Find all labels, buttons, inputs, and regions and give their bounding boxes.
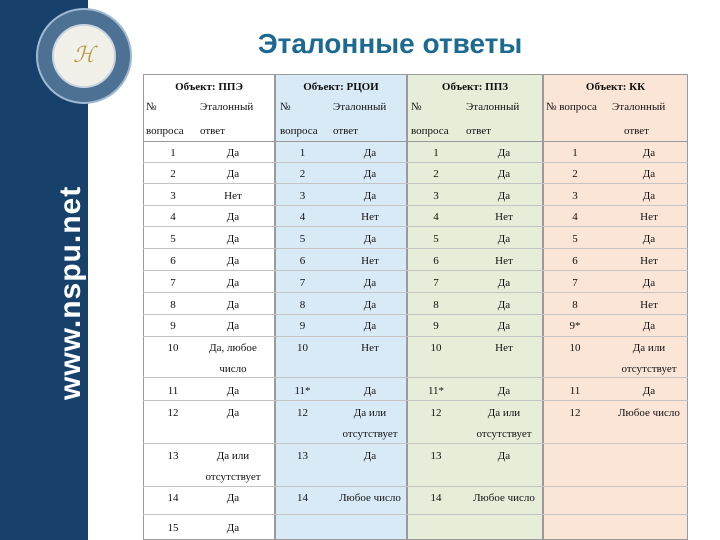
question-number: 1 [170,147,176,159]
reference-answer: Да или [216,450,250,462]
question-number: 10 [167,342,179,354]
row-divider [143,226,688,227]
question-number: 4 [299,211,306,223]
reference-answer: Да [642,168,656,180]
reference-answer: Да, любое [209,342,257,354]
question-number: 8 [433,299,439,311]
row-divider [143,292,688,293]
question-number: 9 [433,320,439,332]
reference-answer: Да [642,320,656,332]
reference-answer: Да [642,190,656,202]
reference-answer: Да [497,147,511,159]
question-number: 1 [572,147,578,159]
reference-answer: Да [497,450,511,462]
reference-answer: Да [226,211,240,223]
reference-answer: Да [497,320,511,332]
reference-answer: Да [363,277,377,289]
question-number: 3 [170,190,176,202]
question-number: 13 [297,450,308,462]
subhead-answer: Эталонный [333,101,387,113]
reference-answer: Любое число [473,492,535,504]
subhead-answer: ответ [624,125,649,137]
reference-answer: Да [226,299,240,311]
question-number: 11* [294,385,311,397]
question-number: 5 [170,233,176,245]
question-number: 7 [170,277,176,289]
reference-answer: Да [363,450,377,462]
reference-answer: Нет [640,211,658,223]
group-header-ppe: Объект: ППЭ [175,81,243,93]
question-number: 8 [572,299,578,311]
reference-answer: Нет [640,255,658,267]
reference-answer: Да [497,385,511,397]
question-number: 15 [167,522,179,534]
row-divider [143,314,688,315]
question-number: 14 [167,492,179,504]
logo-monogram-icon: ℋ [73,42,95,67]
question-number: 3 [299,190,306,202]
subhead-num: № [146,101,157,113]
row-divider [143,248,688,249]
subhead-answer: ответ [333,125,358,137]
reference-answer: Нет [361,211,379,223]
question-number: 9 [299,320,306,332]
reference-answer: Нет [361,342,379,354]
reference-answer: Любое число [618,407,680,419]
reference-answer: Да [363,233,377,245]
reference-answer: Нет [640,299,658,311]
subhead-num: вопроса [280,125,318,137]
site-url-vertical: www.nspu.net [54,185,87,400]
question-number: 4 [572,211,578,223]
reference-answer: Да или [632,342,666,354]
reference-answer: Да [226,407,240,419]
question-number: 10 [297,342,308,354]
reference-answer: Да [226,492,240,504]
subhead-num: № [280,101,291,113]
question-number: 14 [430,492,442,504]
row-divider [143,443,688,444]
reference-answer: Да [642,147,656,159]
question-number: 11* [427,385,445,397]
question-number: 7 [299,277,306,289]
reference-answer: Да [226,277,240,289]
question-number: 12 [297,407,308,419]
header-divider [143,141,688,142]
reference-answer: Да [363,299,377,311]
question-number: 6 [572,255,578,267]
question-number: 5 [433,233,439,245]
group-header-rcoi: Объект: РЦОИ [303,81,379,93]
question-number: 14 [297,492,308,504]
question-number: 3 [572,190,578,202]
reference-answer: Да [363,190,377,202]
reference-answer: Нет [361,255,379,267]
reference-answer: Да [497,168,511,180]
subhead-num: № [411,101,422,113]
reference-answer-continued: отсутствует [621,363,677,375]
reference-answer: Да [363,168,377,180]
subhead-answer: Эталонный [200,101,254,113]
reference-answer: Нет [495,255,513,267]
question-number: 6 [433,255,439,267]
reference-answer: Да [226,147,240,159]
reference-answer: Да [497,233,511,245]
question-number: 2 [299,168,306,180]
question-number: 8 [299,299,306,311]
question-number: 2 [170,168,176,180]
row-divider [143,336,688,337]
reference-answer: Да [226,168,240,180]
question-number: 1 [299,147,306,159]
reference-answer: Да или [353,407,387,419]
row-divider [143,377,688,378]
question-number: 3 [433,190,439,202]
reference-answer-continued: отсутствует [342,428,398,440]
reference-answer: Нет [495,342,513,354]
subhead-answer: ответ [200,125,225,137]
reference-answer: Да [497,299,511,311]
question-number: 8 [170,299,176,311]
reference-answer: Да [497,277,511,289]
reference-answer: Любое число [339,492,401,504]
reference-answer: Да [226,522,240,534]
row-divider [143,486,688,487]
question-number: 4 [170,211,176,223]
question-number: 11 [569,385,581,397]
question-number: 7 [572,277,578,289]
reference-answer: Нет [495,211,513,223]
group-header-ppz: Объект: ППЗ [441,81,509,93]
reference-answer: Да [226,233,240,245]
question-number: 2 [572,168,578,180]
reference-answer: Да или [487,407,521,419]
question-number: 12 [167,407,179,419]
question-number: 13 [430,450,442,462]
question-number: 10 [569,342,581,354]
question-number: 6 [299,255,306,267]
subhead-answer: ответ [466,125,491,137]
row-divider [143,514,688,515]
subhead-num: вопроса [411,125,449,137]
question-number: 6 [170,255,176,267]
reference-answer: Да [363,320,377,332]
reference-answer-continued: отсутствует [476,428,532,440]
subhead-num: вопроса [146,125,184,137]
row-divider [143,162,688,163]
question-number: 9* [569,320,581,332]
subhead-answer: Эталонный [612,101,666,113]
reference-answer: Да [226,385,240,397]
group-header-kk: Объект: КК [585,81,646,93]
question-number: 10 [430,342,442,354]
row-divider [143,270,688,271]
subhead-answer: Эталонный [466,101,520,113]
subhead-num: № вопроса [546,101,597,113]
reference-answer: Да [642,385,656,397]
question-number: 5 [299,233,306,245]
question-number: 12 [430,407,442,419]
row-divider [143,205,688,206]
reference-answer: Да [497,190,511,202]
row-divider [143,400,688,401]
question-number: 13 [167,450,179,462]
question-number: 2 [433,168,439,180]
reference-answer: Да [363,385,377,397]
reference-answer: Да [363,147,377,159]
reference-answer-continued: отсутствует [205,471,261,483]
reference-answer: Да [226,255,240,267]
reference-answer: Да [226,320,240,332]
reference-answer: Да [642,233,656,245]
question-number: 1 [433,147,439,159]
question-number: 9 [170,320,176,332]
page-title: Эталонные ответы [257,28,523,59]
row-divider [143,183,688,184]
reference-answer: Нет [224,190,242,202]
question-number: 5 [572,233,578,245]
question-number: 11 [167,385,179,397]
question-number: 12 [569,407,581,419]
reference-answer: Да [642,277,656,289]
reference-answer-continued: число [219,363,247,375]
question-number: 4 [433,211,439,223]
question-number: 7 [433,277,439,289]
